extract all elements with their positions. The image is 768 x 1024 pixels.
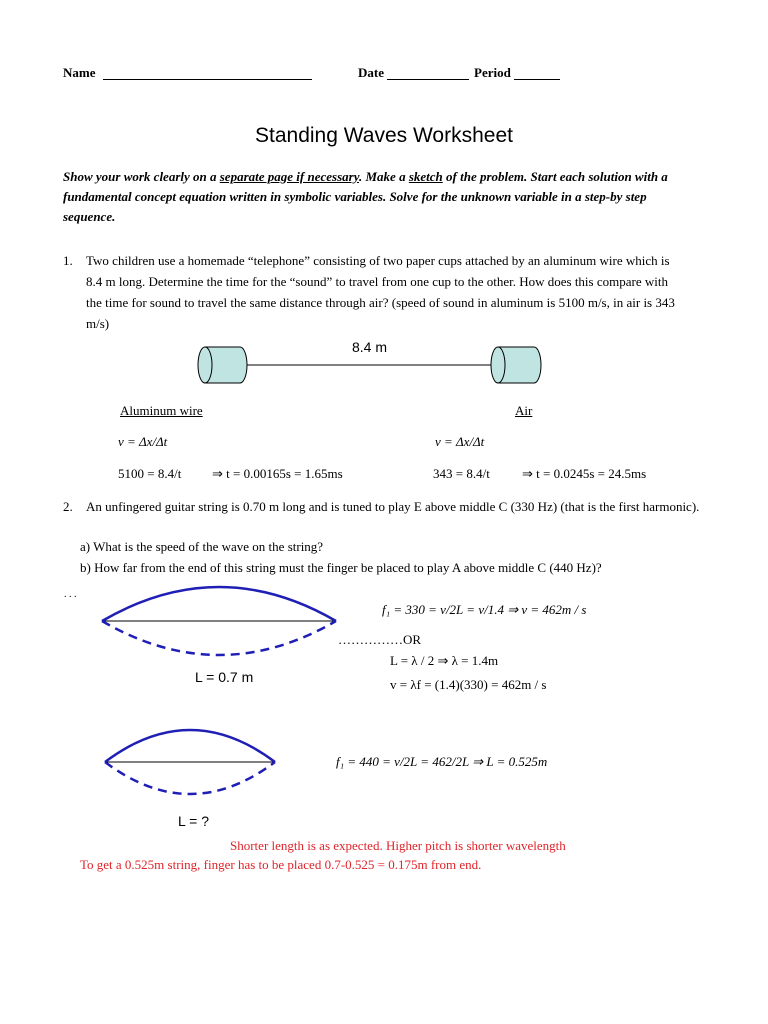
q2-part-b: b) How far from the end of this string must the finger be placed to play A above middle C (440 Hz)? bbox=[80, 560, 602, 575]
left-cup bbox=[198, 347, 247, 383]
diagram-length-label: 8.4 m bbox=[352, 339, 388, 355]
standing-wave-2 bbox=[105, 730, 275, 794]
q2-number: 2. bbox=[63, 499, 73, 514]
standing-wave-1 bbox=[102, 587, 336, 655]
q2-text: An unfingered guitar string is 0.70 m long and is tuned to play E above middle C (330 Hz) (that is the first harmonic). bbox=[86, 499, 700, 514]
wave-1-solid bbox=[102, 587, 336, 621]
right-cup bbox=[491, 347, 541, 383]
q2-eq-2: L = λ / 2 ⇒ λ = 1.4m bbox=[390, 653, 499, 668]
air-eq-2a: 343 = 8.4/t bbox=[433, 466, 490, 481]
aluminum-heading: Aluminum wire bbox=[120, 403, 203, 418]
q1-text: Two children use a homemade “telephone” consisting of two paper cups attached by an aluminum wire which is 8.4 m long. Determine the time for the “sound” to travel from one cup to the other. How does this compare with the time for sound to travel the same distance through air? (speed of sound in aluminum is 5100 m/s, in air is 343 m/s) bbox=[86, 253, 675, 331]
answer-note-1: Shorter length is as expected. Higher pitch is shorter wavelength bbox=[230, 838, 566, 853]
wave-2-solid bbox=[105, 730, 275, 762]
answer-note-2: To get a 0.525m string, finger has to be placed 0.7-0.525 = 0.175m from end. bbox=[80, 857, 482, 872]
q1-number: 1. bbox=[63, 253, 73, 268]
q2-or: ……………OR bbox=[338, 632, 422, 647]
name-label: Name bbox=[63, 65, 96, 80]
length-label-2: L = ? bbox=[178, 813, 210, 829]
q2-eq-4: f₁ = 440 = v/2L = 462/2L ⇒ L = 0.525m bbox=[336, 754, 548, 769]
wave-2-dashed bbox=[105, 762, 275, 794]
length-label-1: L = 0.7 m bbox=[195, 669, 254, 685]
q2-part-a: a) What is the speed of the wave on the string? bbox=[80, 539, 324, 554]
period-label: Period bbox=[474, 65, 511, 80]
aluminum-eq-1: v = Δx/Δt bbox=[118, 434, 168, 449]
q2-eq-1: f₁ = 330 = v/2L = v/1.4 ⇒ v = 462m / s bbox=[382, 602, 587, 617]
q2-eq-3: v = λf = (1.4)(330) = 462m / s bbox=[390, 677, 547, 692]
dots-marker: . . . bbox=[64, 589, 77, 600]
instructions: Show your work clearly on a separate page if necessary. Make a sketch of the problem. Start each solution with a fundamental concept equation written in symbolic variables. Solve for the unknown variable in a step-by step sequence. bbox=[63, 169, 668, 224]
aluminum-eq-2b: ⇒ t = 0.00165s = 1.65ms bbox=[212, 466, 343, 481]
air-heading: Air bbox=[515, 403, 533, 418]
wave-1-dashed bbox=[102, 621, 336, 655]
date-label: Date bbox=[358, 65, 384, 80]
air-eq-2b: ⇒ t = 0.0245s = 24.5ms bbox=[522, 466, 647, 481]
air-eq-1: v = Δx/Δt bbox=[435, 434, 485, 449]
aluminum-eq-2a: 5100 = 8.4/t bbox=[118, 466, 182, 481]
page-title: Standing Waves Worksheet bbox=[255, 124, 513, 147]
